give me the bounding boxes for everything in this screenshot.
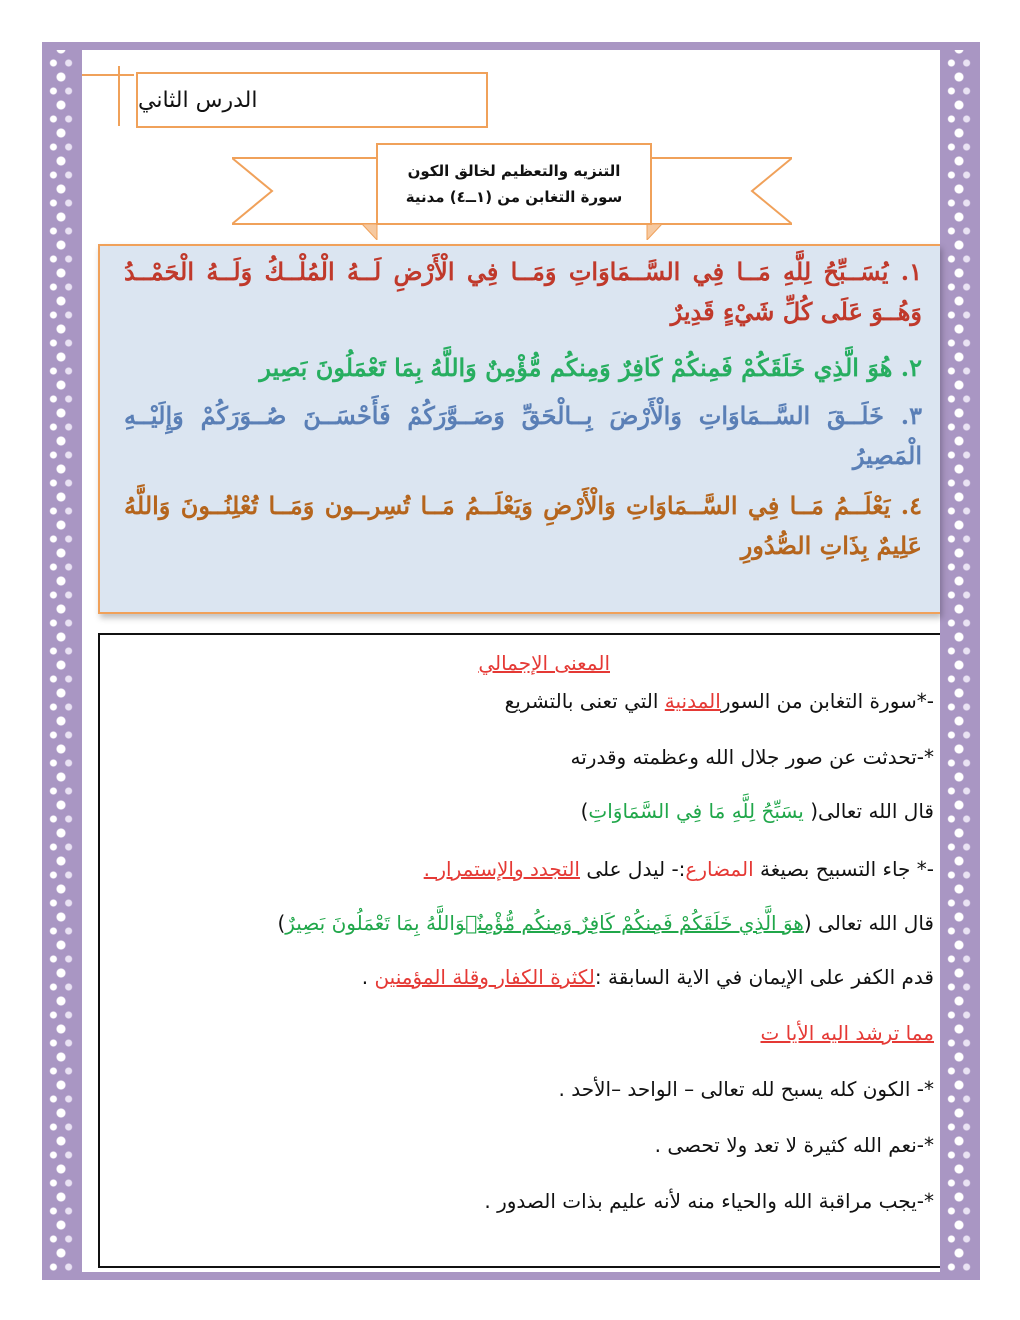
highlight-renewal: التجدد والإستمرار . <box>423 857 580 881</box>
verse-text: يُسَــبِّحُ لِلَّهِ مَــا فِي السَّــمَاوَاتِ وَمَــا فِي الْأَرْضِ لَــهُ الْمُلْــكُ وَلَــهُ الْحَمْــدُ وَهُــوَ عَلَى كُلِّ شَيْءٍ قَدِيرٌ <box>124 257 922 326</box>
text-segment: ) <box>580 799 589 823</box>
meaning-line-5 <box>277 911 934 935</box>
verses-panel <box>98 244 940 614</box>
guidance-heading: مما ترشد اليه الأيا ت <box>760 1021 934 1045</box>
top-border <box>42 42 980 50</box>
lesson-title: الدرس الثاني <box>138 87 258 113</box>
text-segment: -*سورة التغابن من السور <box>720 689 934 713</box>
verse-4 <box>124 486 922 566</box>
quoted-verse: وَاللَّهُ بِمَا تَعْمَلُونَ بَصِيرٌ <box>285 911 466 935</box>
highlight-medinan: المدنية <box>664 689 721 713</box>
verse-text: يَعْلَــمُ مَــا فِي السَّــمَاوَاتِ وَالْأَرْضِ وَيَعْلَــمُ مَــا تُسِرــون وَمَــا تُعْلِنُــونَ وَاللَّهُ عَلِيمٌ بِذَاتِ الصُّدُورِ <box>124 491 922 560</box>
bottom-border <box>42 1272 980 1280</box>
quoted-verse: يسَبِّحُ لِلَّهِ مَا فِي السَّمَاوَاتِ <box>588 799 804 823</box>
highlight-reason: لكثرة الكفار وقلة المؤمنين <box>374 965 595 989</box>
meaning-line-3 <box>581 799 934 823</box>
title-connector-tick <box>118 66 120 126</box>
right-decorative-border <box>940 42 980 1280</box>
ribbon-left-tail <box>232 158 377 224</box>
ribbon-left-fold <box>362 224 377 240</box>
verse-2 <box>124 348 922 388</box>
meaning-line-6 <box>362 965 934 989</box>
meaning-panel <box>98 633 940 1268</box>
lesson-title-box <box>136 72 488 128</box>
text-segment: :- ليدل على <box>579 857 686 881</box>
verse-number: ٢. <box>900 353 922 382</box>
verse-3 <box>124 396 922 476</box>
text-segment: قدم الكفر على الإيمان في الاية السابقة : <box>594 965 934 989</box>
meaning-line-2: *-تحدثت عن صور جلال الله وعظمته وقدرته <box>570 745 934 769</box>
text-segment: -* جاء التسبيح بصيغة <box>753 857 934 881</box>
ribbon-right-tail <box>647 158 792 224</box>
text-segment: التي تعنى بالتشريع <box>504 689 665 713</box>
verse-number: ٤. <box>900 491 922 520</box>
verse-text: هُوَ الَّذِي خَلَقَكُمْ فَمِنكُمْ كَافِرٌ وَمِنكُم مُّؤْمِنٌ وَاللَّهُ بِمَا تَعْمَلُونَ بَصِير <box>259 353 893 382</box>
meaning-line-4 <box>424 857 934 881</box>
guidance-item-2: *-نعم الله كثيرة لا تعد ولا تحصى . <box>654 1133 934 1157</box>
guidance-item-3: *-يجب مراقبة الله والحياء منه لأنه عليم بذات الصدور . <box>484 1189 934 1213</box>
meaning-line-1 <box>505 689 934 713</box>
verse-number: ١. <box>900 257 922 286</box>
text-segment: ) <box>277 911 286 935</box>
verse-text: خَلَــقَ السَّــمَاوَاتِ وَالْأَرْضَ بِــالْحَقِّ وَصَــوَّرَكُمْ فَأَحْسَــنَ صُــوَرَكُمْ وَإِلَيْــهِ الْمَصِيرُ <box>124 401 922 470</box>
text-segment: قال الله تعالى( <box>803 799 934 823</box>
ribbon-right-fold <box>647 224 662 240</box>
lesson-subtitle-box <box>376 143 652 225</box>
verse-number: ٣. <box>900 401 922 430</box>
left-decorative-border <box>42 42 82 1280</box>
title-connector-line <box>82 74 134 76</box>
quoted-verse: هوَ الَّذِي خَلَقَكُمْ فَمِنكُمْ كَافِرٌ وَمِنكُم مُّؤْمِنٌ <box>465 911 804 935</box>
verse-1 <box>124 252 922 332</box>
text-segment: . <box>361 965 375 989</box>
guidance-item-1: *- الكون كله يسبح لله تعالى – الواحد –الأحد . <box>558 1077 934 1101</box>
highlight-present-tense: المضارع <box>685 857 754 881</box>
subtitle-line-2: سورة التغابن من (١ــ٤) مدنية <box>405 188 623 206</box>
meaning-heading: المعنى الإجمالي <box>478 651 610 675</box>
text-segment: قال الله تعالى ( <box>803 911 934 935</box>
subtitle-line-1: التنزيه والتعظيم لخالق الكون <box>407 162 621 180</box>
